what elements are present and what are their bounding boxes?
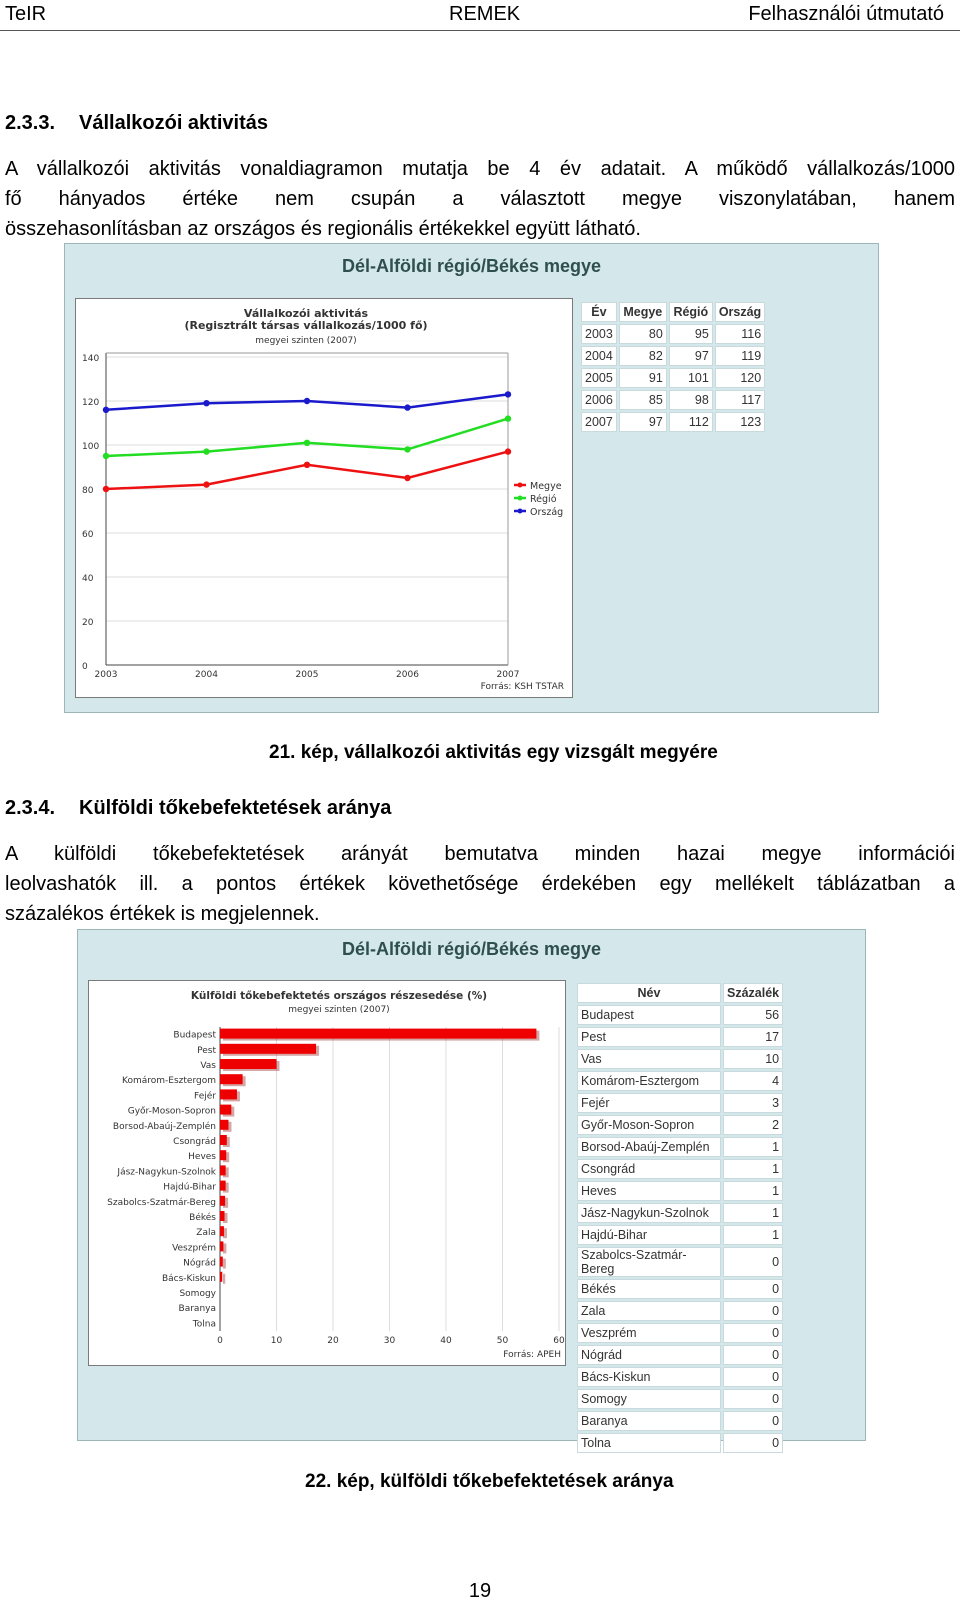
category-label: Komárom-Esztergom [122, 1076, 216, 1087]
data-point [304, 440, 310, 446]
data-point [404, 446, 410, 452]
legend-marker [518, 483, 523, 488]
figure-caption-22: 22. kép, külföldi tőkebefektetések aránya [305, 1471, 674, 1492]
paragraph-line: fő hányados értéke nem csupán a választott megye viszonylatában, hanem [5, 188, 955, 210]
table-row [581, 390, 765, 410]
table-cell: 2005 [581, 368, 617, 388]
table-cell: 2006 [581, 390, 617, 410]
line-chart [75, 298, 573, 698]
activity-table [579, 300, 767, 434]
category-label: Nógrád [183, 1258, 216, 1269]
category-label: Hajdú-Bihar [163, 1182, 216, 1193]
legend-marker [518, 496, 523, 501]
table-header-cell: Ország [715, 302, 765, 322]
x-tick-label: 10 [270, 1336, 283, 1346]
table-cell: 95 [669, 324, 713, 344]
series-line-régió [106, 419, 508, 456]
y-tick-label: 140 [82, 354, 100, 364]
bar-chart-svg [89, 981, 566, 1366]
table-cell: Jász-Nagykun-Szolnok [577, 1203, 721, 1223]
table-cell: 0 [723, 1323, 783, 1343]
table-cell: 0 [723, 1301, 783, 1321]
legend-marker [518, 509, 523, 514]
bar [220, 1105, 231, 1115]
chart-source: Forrás: KSH TSTAR [480, 682, 564, 692]
bar [220, 1196, 225, 1206]
data-point [203, 448, 209, 454]
x-tick-label: 2007 [496, 670, 520, 680]
table-cell: 17 [723, 1027, 783, 1047]
section-number: 2.3.4. [5, 797, 56, 819]
paragraph-line: A vállalkozói aktivitás vonaldiagramon mutatja be 4 év adatait. A működő vállalkozás/1000 [5, 158, 955, 180]
bar [220, 1120, 228, 1130]
table-cell: Szabolcs-Szatmár-Bereg [577, 1247, 721, 1277]
table-row [577, 1247, 783, 1277]
section-heading-2-3-4 [5, 795, 391, 821]
category-label: Csongrád [173, 1137, 216, 1147]
legend-label: Ország [530, 507, 564, 518]
table-cell: Bács-Kiskun [577, 1367, 721, 1387]
chart-title: Külföldi tőkebefektetés országos részesedése (%) [190, 990, 488, 1002]
table-row [577, 1005, 783, 1025]
y-tick-label: 120 [82, 398, 100, 408]
table-cell: 1 [723, 1203, 783, 1223]
data-point [505, 448, 511, 454]
category-label: Pest [197, 1045, 216, 1056]
table-cell: 91 [619, 368, 667, 388]
table-cell: Veszprém [577, 1323, 721, 1343]
section-paragraph [5, 154, 955, 244]
x-tick-label: 2005 [295, 670, 319, 680]
bar [220, 1272, 222, 1282]
table-cell: 1 [723, 1181, 783, 1201]
category-label: Borsod-Abaúj-Zemplén [112, 1121, 216, 1132]
x-tick-label: 2003 [94, 670, 118, 680]
table-cell: Heves [577, 1181, 721, 1201]
page-header [0, 0, 960, 31]
table-cell: Baranya [577, 1411, 721, 1431]
table-cell: 117 [715, 390, 765, 410]
section-number: 2.3.3. [5, 112, 56, 134]
table-cell: Csongrád [577, 1159, 721, 1179]
bar [220, 1241, 223, 1251]
data-point [505, 415, 511, 421]
y-tick-label: 60 [82, 530, 94, 540]
table-cell: 120 [715, 368, 765, 388]
x-tick-label: 20 [327, 1336, 339, 1346]
table-row [577, 1279, 783, 1299]
chart-subtitle: (Regisztrált társas vállalkozás/1000 fő) [184, 319, 428, 332]
table-cell: 0 [723, 1367, 783, 1387]
table-row [577, 1181, 783, 1201]
table-header-row [581, 302, 765, 322]
table-cell: 85 [619, 390, 667, 410]
table-cell: Győr-Moson-Sopron [577, 1115, 721, 1135]
header-right: Felhasználói útmutató [748, 3, 944, 25]
table-cell: Pest [577, 1027, 721, 1047]
bar-shadow [223, 1259, 226, 1269]
category-label: Zala [196, 1228, 216, 1239]
table-row [577, 1345, 783, 1365]
data-point [103, 453, 109, 459]
panel-title: Dél-Alföldi régió/Békés megye [341, 939, 602, 959]
bar [220, 1135, 227, 1145]
y-tick-label: 0 [82, 662, 88, 672]
bar [220, 1029, 536, 1039]
x-tick-label: 2004 [195, 670, 218, 680]
category-label: Heves [188, 1152, 216, 1163]
table-cell: 10 [723, 1049, 783, 1069]
bar-shadow [223, 1274, 225, 1284]
paragraph-line: összehasonlításban az országos és regionális értékekkel együtt látható. [5, 218, 641, 240]
table-row [581, 412, 765, 432]
paragraph-line: A külföldi tőkebefektetések arányát bemutatva minden hazai megye információi [5, 843, 955, 865]
table-row [577, 1301, 783, 1321]
data-point [203, 481, 209, 487]
table-row [577, 1389, 783, 1409]
data-point [103, 486, 109, 492]
table-cell: 2007 [581, 412, 617, 432]
table-cell: 2 [723, 1115, 783, 1135]
table-cell: 2003 [581, 324, 617, 344]
table-cell: 0 [723, 1247, 783, 1277]
table-cell: Budapest [577, 1005, 721, 1025]
category-label: Fejér [194, 1091, 216, 1102]
category-label: Tolna [192, 1319, 216, 1330]
data-point [404, 475, 410, 481]
figure-caption-21: 21. kép, vállalkozói aktivitás egy vizsgált megyére [269, 742, 718, 763]
table-header-cell: Év [581, 302, 617, 322]
investment-table [575, 981, 785, 1455]
table-cell: Vas [577, 1049, 721, 1069]
section-title: Külföldi tőkebefektetések aránya [79, 797, 392, 819]
x-tick-label: 60 [553, 1336, 565, 1346]
data-point [304, 398, 310, 404]
chart-subtitle: megyei szinten (2007) [288, 1005, 390, 1015]
table-cell: 0 [723, 1345, 783, 1365]
chart-source: Forrás: APEH [503, 1350, 561, 1360]
table-header-cell: Régió [669, 302, 713, 322]
table-cell: Hajdú-Bihar [577, 1225, 721, 1245]
screenshot-panel-bar-chart [77, 929, 866, 1450]
category-label: Jász-Nagykun-Szolnok [117, 1167, 216, 1178]
table-row [581, 324, 765, 344]
table-cell: 0 [723, 1279, 783, 1299]
table-cell: 4 [723, 1071, 783, 1091]
category-label: Békés [189, 1213, 216, 1223]
bar [220, 1211, 225, 1221]
table-cell: Nógrád [577, 1345, 721, 1365]
category-label: Szabolcs-Szatmár-Bereg [107, 1197, 216, 1208]
table-cell: Komárom-Esztergom [577, 1071, 721, 1091]
table-cell: Fejér [577, 1093, 721, 1113]
category-label: Baranya [178, 1304, 216, 1315]
x-tick-label: 30 [383, 1336, 396, 1346]
table-row [577, 1225, 783, 1245]
chart-subtitle-2: megyei szinten (2007) [255, 336, 357, 346]
table-cell: 112 [669, 412, 713, 432]
table-header-cell: Százalék [723, 983, 783, 1003]
y-tick-label: 40 [82, 574, 94, 584]
table-row [577, 1137, 783, 1157]
table-row [577, 1367, 783, 1387]
x-tick-label: 0 [217, 1336, 223, 1346]
table-cell: 1 [723, 1159, 783, 1179]
x-tick-label: 40 [440, 1336, 452, 1346]
table-cell: Borsod-Abaúj-Zemplén [577, 1137, 721, 1157]
table-cell: 123 [715, 412, 765, 432]
line-chart-svg [76, 299, 573, 698]
bar [220, 1150, 226, 1160]
table-cell: 0 [723, 1411, 783, 1431]
data-point [505, 391, 511, 397]
table-cell: 3 [723, 1093, 783, 1113]
bar [220, 1074, 243, 1084]
table-cell: 2004 [581, 346, 617, 366]
table-cell: 101 [669, 368, 713, 388]
section-title: Vállalkozói aktivitás [79, 112, 268, 134]
paragraph-line: százalékos értékek is megjelennek. [5, 903, 320, 925]
bar-chart [88, 980, 566, 1366]
bar-shadow [223, 1243, 226, 1253]
table-cell: Zala [577, 1301, 721, 1321]
table-cell: 1 [723, 1137, 783, 1157]
y-tick-label: 20 [82, 618, 94, 628]
category-label: Bács-Kiskun [161, 1273, 216, 1284]
table-cell: 56 [723, 1005, 783, 1025]
section-paragraph [5, 839, 955, 929]
bar [220, 1089, 237, 1099]
table-cell: 116 [715, 324, 765, 344]
table-cell: Békés [577, 1279, 721, 1299]
table-row [577, 1071, 783, 1091]
data-point [103, 407, 109, 413]
table-cell: Tolna [577, 1433, 721, 1453]
bar [220, 1059, 277, 1069]
bar [220, 1181, 226, 1191]
header-left: TeIR [5, 3, 47, 25]
bar [220, 1226, 224, 1236]
panel-title: Dél-Alföldi régió/Békés megye [341, 256, 602, 276]
table-row [581, 368, 765, 388]
screenshot-panel-line-chart [64, 243, 879, 713]
header-center: REMEK [449, 3, 521, 25]
table-row [577, 1433, 783, 1453]
table-header-cell: Név [577, 983, 721, 1003]
table-row [577, 1049, 783, 1069]
x-tick-label: 2006 [396, 670, 419, 680]
bar [220, 1044, 316, 1054]
legend-label: Régió [530, 494, 557, 505]
table-cell: 97 [619, 412, 667, 432]
series-line-megye [106, 452, 508, 489]
paragraph-line: leolvashatók ill. a pontos értékek követhetősége érdekében egy mellékelt táblázatban a [5, 873, 955, 895]
table-cell: 98 [669, 390, 713, 410]
data-point [203, 400, 209, 406]
table-row [581, 346, 765, 366]
table-header-cell: Megye [619, 302, 667, 322]
section-heading-2-3-3 [5, 110, 268, 136]
table-cell: 119 [715, 346, 765, 366]
category-label: Somogy [179, 1289, 216, 1299]
table-row [577, 1159, 783, 1179]
category-label: Győr-Moson-Sopron [127, 1106, 216, 1117]
category-label: Budapest [173, 1030, 216, 1041]
legend-label: Megye [530, 481, 562, 492]
y-tick-label: 80 [82, 486, 94, 496]
table-header-row [577, 983, 783, 1003]
data-point [304, 462, 310, 468]
data-point [404, 404, 410, 410]
chart-title: Vállalkozói aktivitás [243, 307, 369, 320]
page-number: 19 [468, 1580, 492, 1602]
bar [220, 1257, 223, 1267]
table-cell: 82 [619, 346, 667, 366]
category-label: Vas [200, 1061, 216, 1071]
y-tick-label: 100 [82, 442, 100, 452]
table-cell: 0 [723, 1389, 783, 1409]
table-row [577, 1323, 783, 1343]
table-cell: Somogy [577, 1389, 721, 1409]
table-cell: 0 [723, 1433, 783, 1453]
category-label: Veszprém [172, 1243, 216, 1254]
table-cell: 97 [669, 346, 713, 366]
table-row [577, 1027, 783, 1047]
table-row [577, 1411, 783, 1431]
table-row [577, 1115, 783, 1135]
table-row [577, 1093, 783, 1113]
bar [220, 1165, 226, 1175]
table-cell: 1 [723, 1225, 783, 1245]
table-row [577, 1203, 783, 1223]
table-cell: 80 [619, 324, 667, 344]
x-tick-label: 50 [496, 1336, 509, 1346]
